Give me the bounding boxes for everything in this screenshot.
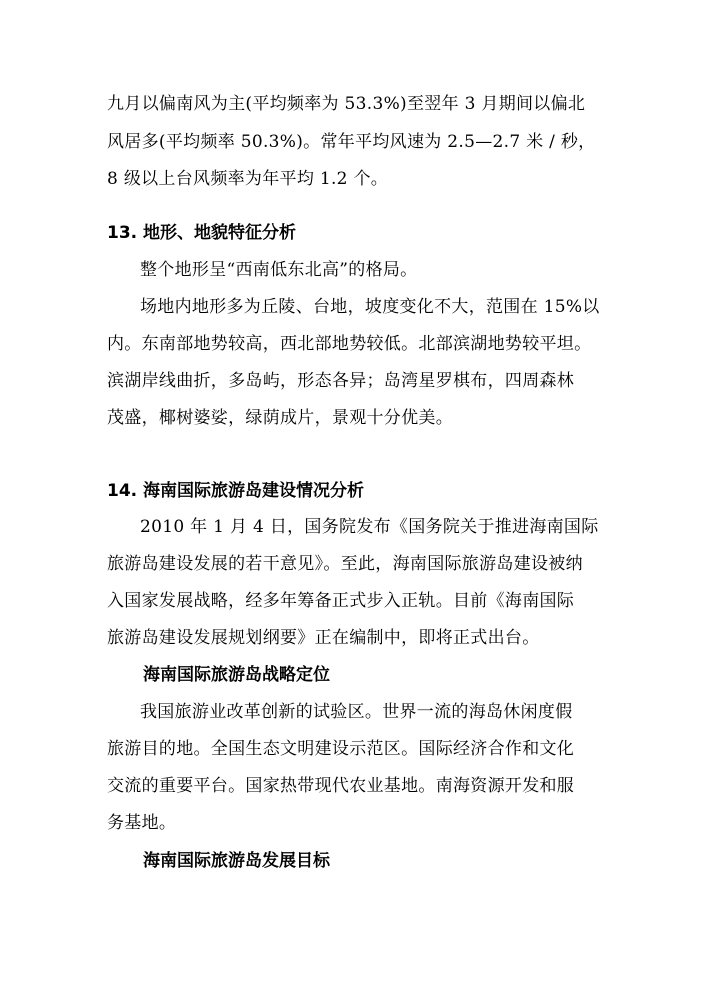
section-13-p2-line-3: 滨湖岸线曲折，多岛屿，形态各异；岛湾星罗棋布，四周森林 <box>107 371 575 391</box>
section-13-p1-line-1: 整个地形呈“西南低东北高”的格局。 <box>140 260 418 280</box>
section-14-p1-line-1: 2010 年 1 月 4 日，国务院发布《国务院关于推进海南国际 <box>140 517 599 537</box>
section-14-p2-line-3: 交流的重要平台。国家热带现代农业基地。南海资源开发和服 <box>107 776 575 796</box>
section-14-p1-line-2: 旅游岛建设发展的若干意见》。至此，海南国际旅游岛建设被纳 <box>107 554 583 574</box>
section-14-p2-line-1: 我国旅游业改革创新的试验区。世界一流的海岛休闲度假 <box>140 702 573 722</box>
section-14-p2-line-4: 务基地。 <box>107 813 177 833</box>
section-13-heading: 13. 地形、地貌特征分析 <box>107 223 297 243</box>
section-14-p1-line-4: 旅游岛建设发展规划纲要》正在编制中，即将正式出台。 <box>107 628 540 648</box>
wind-line-2: 风居多(平均频率 50.3%)。常年平均风速为 2.5—2.7 米 / 秒， <box>107 132 596 152</box>
section-14-heading: 14. 海南国际旅游岛建设情况分析 <box>107 481 365 501</box>
wind-line-3: 8 级以上台风频率为年平均 1.2 个。 <box>107 169 389 189</box>
development-goals-heading: 海南国际旅游岛发展目标 <box>143 851 330 871</box>
section-14-p1-line-3: 入国家发展战略，经多年筹备正式步入正轨。目前《海南国际 <box>107 591 575 611</box>
section-13-p2-line-1: 场地内地形多为丘陵、台地，坡度变化不大，范围在 15%以 <box>140 297 600 317</box>
section-14-p2-line-2: 旅游目的地。全国生态文明建设示范区。国际经济合作和文化 <box>107 739 575 759</box>
strategy-positioning-heading: 海南国际旅游岛战略定位 <box>143 665 330 685</box>
wind-line-1: 九月以偏南风为主(平均频率为 53.3%)至翌年 3 月期间以偏北 <box>107 94 586 114</box>
section-13-p2-line-2: 内。东南部地势较高，西北部地势较低。北部滨湖地势较平坦。 <box>107 334 592 354</box>
section-13-p2-line-4: 茂盛，椰树婆娑，绿荫成片，景观十分优美。 <box>107 408 453 428</box>
